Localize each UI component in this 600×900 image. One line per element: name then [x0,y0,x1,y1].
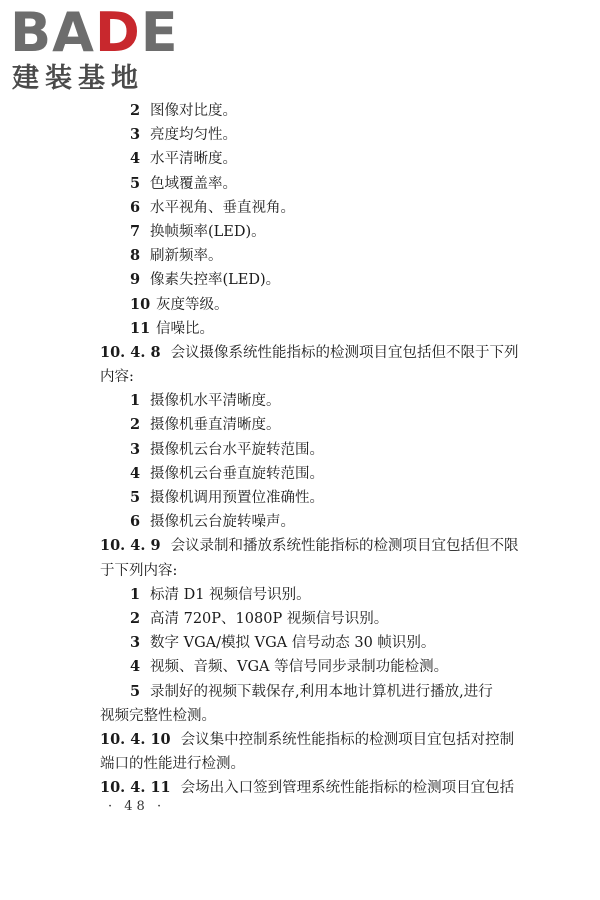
list-item: 3 摄像机云台水平旋转范围。 [130,440,324,458]
item-continuation: 视频完整性检测。 [100,707,216,724]
list-item: 7 换帧频率(LED)。 [130,222,266,240]
list-item: 2 摄像机垂直清晰度。 [130,416,281,434]
list-item: 1 标清 D1 视频信号识别。 [130,585,311,603]
clause-heading: 10. 4. 11 会场出入口签到管理系统性能指标的检测项目宜包括 [100,779,515,797]
list-item: 6 摄像机云台旋转噪声。 [130,513,295,531]
bade-logo [10,1,180,96]
clause-continuation: 内容: [100,369,134,386]
clause-heading: 10. 4. 10 会议集中控制系统性能指标的检测项目宜包括对控制 [100,730,515,748]
list-item: 1 摄像机水平清晰度。 [130,392,281,410]
list-item: 4 摄像机云台垂直旋转范围。 [130,464,324,482]
list-item: 2 高清 720P、1080P 视频信号识别。 [130,609,389,627]
list-item: 5 摄像机调用预置位准确性。 [130,489,324,506]
list-item: 8 刷新频率。 [130,247,223,265]
logo-subtitle: 建装基地 [12,63,144,94]
clause-heading: 10. 4. 9 会议录制和播放系统性能指标的检测项目宜包括但不限 [100,537,519,555]
clause-continuation: 于下列内容: [100,562,178,579]
list-item: 4 视频、音频、VGA 等信号同步录制功能检测。 [130,658,449,676]
list-item: 5 录制好的视频下载保存,利用本地计算机进行播放,进行 [130,682,493,700]
list-item: 10 灰度等级。 [130,295,229,313]
list-item: 5 色域覆盖率。 [130,174,237,192]
list-item: 6 水平视角、垂直视角。 [130,198,295,216]
list-item: 9 像素失控率(LED)。 [130,271,281,289]
page-number: · 48 · [108,799,166,814]
logo-wordmark: BADE [10,1,179,64]
clause-heading: 10. 4. 8 会议摄像系统性能指标的检测项目宜包括但不限于下列 [100,343,519,361]
list-item: 4 水平清晰度。 [130,150,237,168]
list-item: 3 亮度均匀性。 [130,126,237,144]
list-item: 2 图像对比度。 [130,102,237,119]
clause-continuation: 端口的性能进行检测。 [100,756,245,773]
document-body [100,99,540,800]
list-item: 11 信噪比。 [130,319,214,337]
list-item: 3 数字 VGA/模拟 VGA 信号动态 30 帧识别。 [130,634,436,652]
